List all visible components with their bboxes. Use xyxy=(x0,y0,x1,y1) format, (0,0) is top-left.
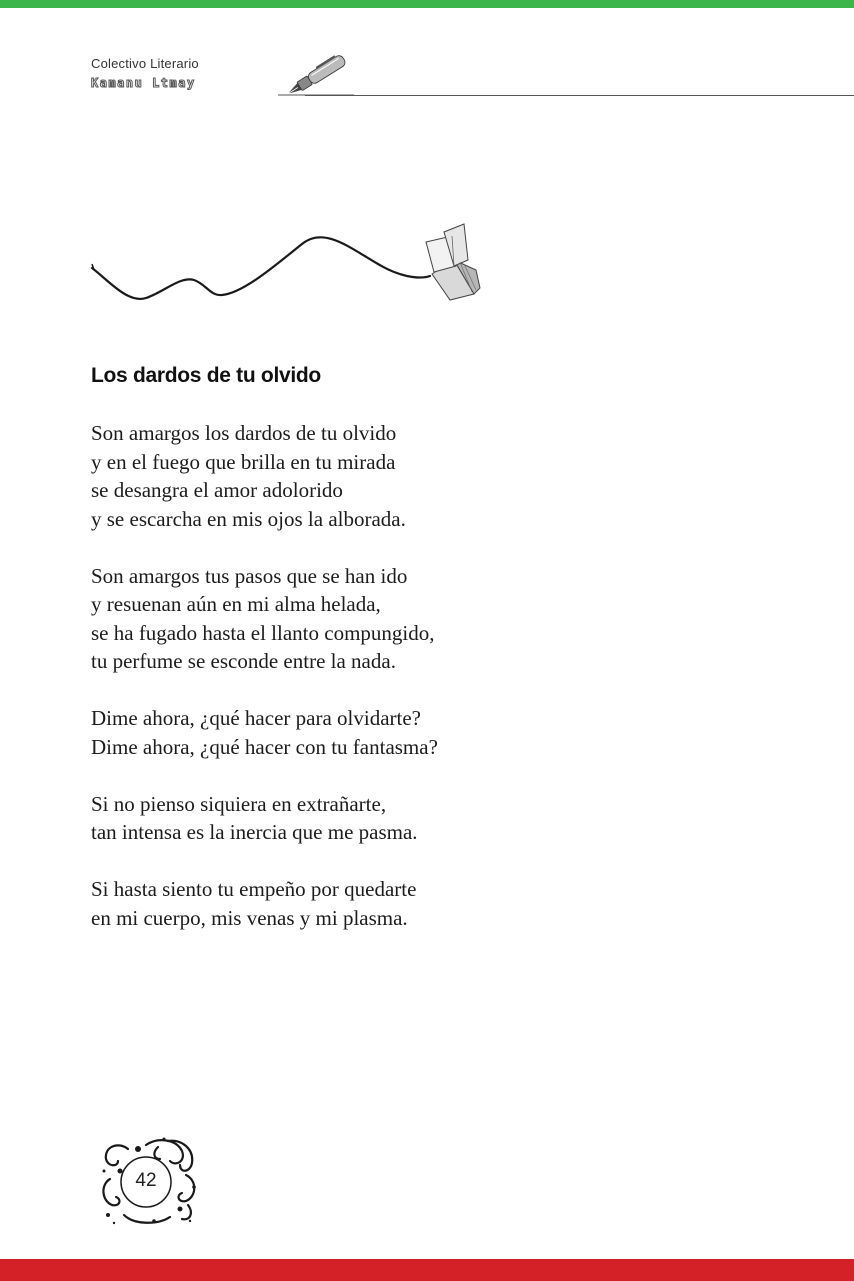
stanza-3 xyxy=(91,704,531,761)
verse: se desangra el amor adolorido xyxy=(91,478,343,502)
verse: Dime ahora, ¿qué hacer para olvidarte? xyxy=(91,706,421,730)
verse: en mi cuerpo, mis venas y mi plasma. xyxy=(91,905,408,930)
bottom-red-bar xyxy=(0,1259,854,1281)
verse: Si no pienso siquiera en extrañarte, xyxy=(91,791,387,816)
page-number: 42 xyxy=(135,1170,157,1191)
verse: y resuenan aún en mi alma helada, xyxy=(91,592,381,616)
stanza-5 xyxy=(91,875,531,932)
verse: tan intensa es la inercia que me pasma. xyxy=(91,820,418,844)
stanza-2 xyxy=(91,562,531,676)
stanza-1 xyxy=(91,419,531,533)
verse: Si hasta siento tu empeño por quedarte xyxy=(91,877,417,901)
collective-label: Colectivo Literario xyxy=(91,56,199,71)
verse: Dime ahora, ¿qué hacer con tu fantasma? xyxy=(91,734,438,759)
page-header xyxy=(91,56,199,92)
fountain-pen-icon xyxy=(276,52,356,98)
wavy-line-book-ornament xyxy=(88,218,488,308)
verse: y se escarcha en mis ojos la alborada. xyxy=(91,506,406,531)
verse: y en el fuego que brilla en tu mirada xyxy=(91,449,396,474)
stanza-4 xyxy=(91,790,531,847)
poem-body xyxy=(91,419,531,961)
poem-title: Los dardos de tu olvido xyxy=(91,364,321,387)
header-rule xyxy=(305,95,854,96)
top-green-bar xyxy=(0,0,854,8)
group-name-logo: Kamanu Ltmay xyxy=(91,76,196,90)
verse: Son amargos tus pasos que se han ido xyxy=(91,563,408,588)
verse: Son amargos los dardos de tu olvido xyxy=(91,421,397,445)
verse: se ha fugado hasta el llanto compungido, xyxy=(91,620,435,645)
verse: tu perfume se esconde entre la nada. xyxy=(91,649,396,673)
open-book-icon xyxy=(426,224,480,300)
